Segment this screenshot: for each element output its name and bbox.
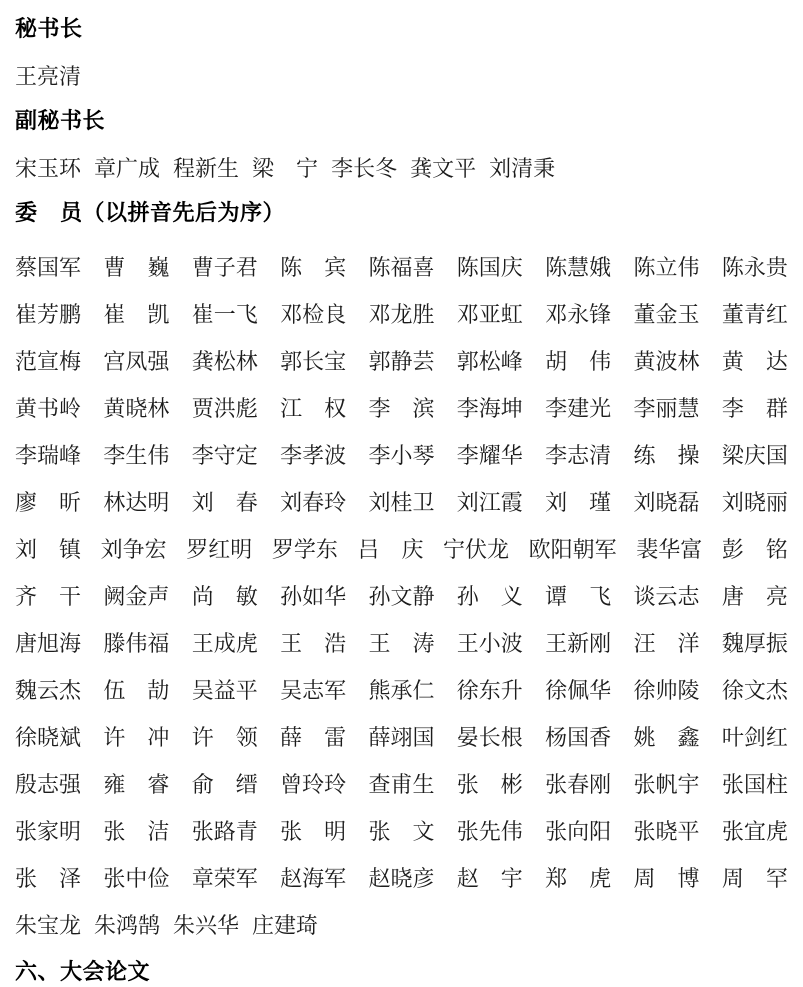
person-name: 徐晓斌 — [15, 725, 82, 750]
person-name: 章荣军 — [191, 866, 258, 891]
person-name: 刘清秉 — [489, 155, 556, 181]
member-row — [15, 243, 788, 290]
person-name: 曹 巍 — [103, 255, 170, 280]
person-name: 李孝波 — [280, 443, 347, 468]
person-name: 杨国香 — [545, 725, 612, 750]
secretary-general-heading-line — [15, 6, 788, 52]
person-name: 许 冲 — [103, 725, 170, 750]
person-name: 张 明 — [280, 819, 347, 844]
person-name: 曾玲玲 — [280, 772, 347, 797]
person-name: 雍 睿 — [103, 772, 170, 797]
member-row — [15, 384, 788, 431]
person-name: 陈福喜 — [368, 255, 435, 280]
person-name: 王新刚 — [545, 631, 612, 656]
deputy-secretary-general-heading-line — [15, 98, 788, 144]
person-name: 王 浩 — [280, 631, 347, 656]
person-name: 谈云志 — [633, 584, 700, 609]
member-row — [15, 525, 788, 572]
person-name: 张家明 — [15, 819, 82, 844]
person-name: 罗红明 — [186, 537, 253, 562]
person-name: 尚 敏 — [191, 584, 258, 609]
person-name: 张中俭 — [103, 866, 170, 891]
person-name: 查甫生 — [368, 772, 435, 797]
member-row — [15, 478, 788, 525]
person-name: 邓检良 — [280, 302, 347, 327]
members-list — [15, 243, 788, 948]
person-name: 朱鸿鹄 — [94, 913, 161, 938]
person-name: 周 罕 — [721, 866, 788, 891]
person-name: 陈 宾 — [280, 255, 347, 280]
person-name: 范宣梅 — [15, 349, 82, 374]
person-name: 宫凤强 — [103, 349, 170, 374]
secretary-general-heading: 秘书长 — [15, 16, 83, 41]
person-name: 陈国庆 — [456, 255, 523, 280]
conference-papers-heading: 六、大会论文 — [15, 959, 151, 984]
person-name: 滕伟福 — [103, 631, 170, 656]
member-row — [15, 572, 788, 619]
person-name: 俞 缙 — [191, 772, 258, 797]
person-name: 邓亚虹 — [456, 302, 523, 327]
person-name: 张路青 — [191, 819, 258, 844]
person-name: 孙文静 — [368, 584, 435, 609]
members-heading-line — [15, 190, 788, 236]
person-name: 赵晓彦 — [368, 866, 435, 891]
person-name: 谭 飞 — [545, 584, 612, 609]
person-name: 许 领 — [191, 725, 258, 750]
member-row — [15, 807, 788, 854]
person-name: 郭长宝 — [280, 349, 347, 374]
person-name: 蔡国军 — [15, 255, 82, 280]
person-name: 贾洪彪 — [191, 396, 258, 421]
secretary-general-names — [15, 52, 788, 98]
person-name: 朱兴华 — [173, 913, 240, 938]
person-name: 刘春玲 — [280, 490, 347, 515]
person-name: 吕 庆 — [357, 537, 424, 562]
person-name: 龚松林 — [191, 349, 258, 374]
person-name: 张春刚 — [545, 772, 612, 797]
person-name: 李建光 — [545, 396, 612, 421]
person-name: 黄波林 — [633, 349, 700, 374]
member-row — [15, 337, 788, 384]
deputy-secretary-general-names — [15, 144, 788, 190]
members-heading: 委 员（以拼音先后为序） — [15, 200, 286, 225]
person-name: 李瑞峰 — [15, 443, 82, 468]
person-name: 李生伟 — [103, 443, 170, 468]
person-name: 齐 干 — [15, 584, 82, 609]
person-name: 姚 鑫 — [633, 725, 700, 750]
person-name: 朱宝龙 — [15, 913, 82, 938]
person-name: 晏长根 — [456, 725, 523, 750]
person-name: 张帆宇 — [633, 772, 700, 797]
member-row — [15, 713, 788, 760]
person-name: 张晓平 — [633, 819, 700, 844]
person-name: 胡 伟 — [545, 349, 612, 374]
member-row — [15, 901, 788, 948]
person-name: 王小波 — [456, 631, 523, 656]
person-name: 张 洁 — [103, 819, 170, 844]
person-name: 林达明 — [103, 490, 170, 515]
person-name: 刘 春 — [191, 490, 258, 515]
person-name: 陈慧娥 — [545, 255, 612, 280]
person-name: 王成虎 — [191, 631, 258, 656]
person-name: 李丽慧 — [633, 396, 700, 421]
person-name: 董金玉 — [633, 302, 700, 327]
person-name: 曹子君 — [191, 255, 258, 280]
person-name: 周 博 — [633, 866, 700, 891]
person-name: 赵海军 — [280, 866, 347, 891]
person-name: 黄晓林 — [103, 396, 170, 421]
person-name: 黄书岭 — [15, 396, 82, 421]
person-name: 江 权 — [280, 396, 347, 421]
person-name: 刘争宏 — [100, 537, 167, 562]
member-row — [15, 619, 788, 666]
person-name: 魏云杰 — [15, 678, 82, 703]
person-name: 彭 铭 — [721, 537, 788, 562]
person-name: 练 操 — [633, 443, 700, 468]
person-name: 邓永锋 — [545, 302, 612, 327]
person-name: 汪 洋 — [633, 631, 700, 656]
person-name: 崔一飞 — [191, 302, 258, 327]
person-name: 章广成 — [94, 155, 161, 181]
person-name: 龚文平 — [410, 155, 477, 181]
person-name: 伍 劼 — [103, 678, 170, 703]
person-name: 孙如华 — [280, 584, 347, 609]
person-name: 赵 宇 — [456, 866, 523, 891]
person-name: 张 泽 — [15, 866, 82, 891]
person-name: 徐帅陵 — [633, 678, 700, 703]
person-name: 吴志军 — [280, 678, 347, 703]
person-name: 徐佩华 — [545, 678, 612, 703]
person-name: 叶剑红 — [721, 725, 788, 750]
person-name: 欧阳朝军 — [528, 537, 617, 562]
person-name: 张 彬 — [456, 772, 523, 797]
person-name: 阙金声 — [103, 584, 170, 609]
person-name: 崔芳鹏 — [15, 302, 82, 327]
person-name: 熊承仁 — [368, 678, 435, 703]
person-name: 裴华富 — [636, 537, 703, 562]
person-name: 张向阳 — [545, 819, 612, 844]
person-name: 孙 义 — [456, 584, 523, 609]
person-name: 罗学东 — [271, 537, 338, 562]
person-name: 程新生 — [173, 155, 240, 181]
person-name: 庄建琦 — [252, 913, 319, 938]
person-name: 吴益平 — [191, 678, 258, 703]
person-name: 董青红 — [721, 302, 788, 327]
person-name: 唐 亮 — [721, 584, 788, 609]
person-name: 宁伏龙 — [443, 537, 510, 562]
person-name: 殷志强 — [15, 772, 82, 797]
person-name: 王 涛 — [368, 631, 435, 656]
conference-papers-heading-line — [15, 948, 788, 987]
person-name: 张国柱 — [721, 772, 788, 797]
person-name: 刘晓磊 — [633, 490, 700, 515]
person-name: 魏厚振 — [721, 631, 788, 656]
person-name: 梁庆国 — [721, 443, 788, 468]
person-name: 李守定 — [191, 443, 258, 468]
person-name: 陈立伟 — [633, 255, 700, 280]
person-name: 刘晓丽 — [721, 490, 788, 515]
person-name: 王亮清 — [15, 63, 82, 89]
person-name: 薛 雷 — [280, 725, 347, 750]
person-name: 李小琴 — [368, 443, 435, 468]
person-name: 郭松峰 — [456, 349, 523, 374]
person-name: 李 群 — [721, 396, 788, 421]
person-name: 陈永贵 — [721, 255, 788, 280]
person-name: 唐旭海 — [15, 631, 82, 656]
person-name: 张宜虎 — [721, 819, 788, 844]
person-name: 刘桂卫 — [368, 490, 435, 515]
person-name: 薛翊国 — [368, 725, 435, 750]
member-row — [15, 666, 788, 713]
person-name: 黄 达 — [721, 349, 788, 374]
person-name: 李海坤 — [456, 396, 523, 421]
member-row — [15, 760, 788, 807]
person-name: 刘 镇 — [15, 537, 82, 562]
deputy-secretary-general-heading: 副秘书长 — [15, 108, 106, 133]
person-name: 李长冬 — [331, 155, 398, 181]
person-name: 郭静芸 — [368, 349, 435, 374]
person-name: 刘 瑾 — [545, 490, 612, 515]
person-name: 崔 凯 — [103, 302, 170, 327]
person-name: 邓龙胜 — [368, 302, 435, 327]
person-name: 李志清 — [545, 443, 612, 468]
person-name: 宋玉环 — [15, 155, 82, 181]
person-name: 徐东升 — [456, 678, 523, 703]
member-row — [15, 290, 788, 337]
member-row — [15, 431, 788, 478]
person-name: 廖 昕 — [15, 490, 82, 515]
person-name: 刘江霞 — [456, 490, 523, 515]
person-name: 梁 宁 — [252, 155, 319, 181]
person-name: 李耀华 — [456, 443, 523, 468]
person-name: 张先伟 — [456, 819, 523, 844]
person-name: 张 文 — [368, 819, 435, 844]
person-name: 郑 虎 — [545, 866, 612, 891]
person-name: 徐文杰 — [721, 678, 788, 703]
member-row — [15, 854, 788, 901]
person-name: 李 滨 — [368, 396, 435, 421]
